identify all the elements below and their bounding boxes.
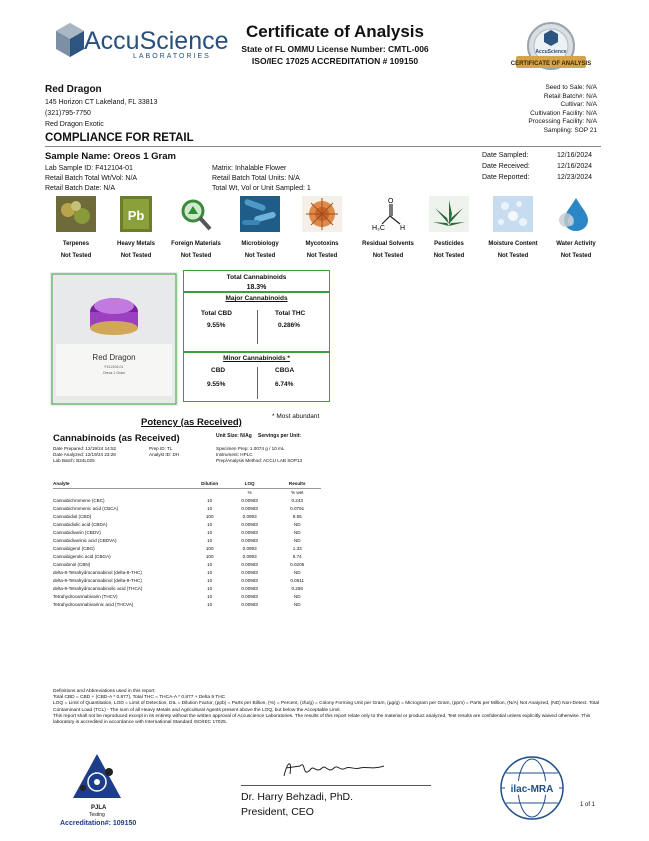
major-cannabinoids-label: Major Cannabinoids (225, 295, 288, 302)
cell-analyte: Cannabigerol (CBG) (53, 546, 95, 551)
accreditation-number: ISO/IEC 17025 ACCREDITATION # 109150 (251, 56, 419, 66)
lab-batch: Lab Batch: B24L025 (53, 458, 95, 463)
date-prepared: Date Prepared: 12/19/24 14:52 (53, 446, 117, 451)
total-cbd-label: Total CBD (201, 310, 232, 317)
table-row (53, 601, 321, 609)
prep-method: Prep/Analysis Method: ACCU LAB SOP13 (216, 458, 303, 463)
cbd-label: CBD (211, 367, 226, 374)
test-heavy-metals: Pb Heavy Metals Not Tested (105, 196, 167, 259)
document-title: Certificate of Analysis (246, 22, 424, 41)
minor-cannabinoids-label: Minor Cannabinoids * (223, 355, 290, 362)
cell-analyte: delta-9-Tetrahydrocannabinol (delta-9-THC) (53, 578, 142, 583)
cell-analyte: Cannabidivarinic acid (CBDVA) (53, 538, 117, 543)
servings-per-unit: Servings per Unit: (258, 433, 302, 439)
seal-text: CERTIFICATE OF ANALYSIS (510, 61, 592, 67)
total-thc-label: Total THC (275, 310, 306, 317)
table-row (53, 537, 321, 545)
cell-loq: 0.00993 (241, 562, 258, 567)
cell-analyte: Tetrahydrocannabivarinic acid (THCVA) (53, 602, 134, 607)
compliance-heading: COMPLIANCE FOR RETAIL (45, 132, 194, 144)
cbd-value: 9.55% (207, 381, 226, 388)
total-cannabinoids-box (183, 270, 330, 292)
cell-analyte: Cannabichromenic acid (CBCA) (53, 506, 119, 511)
logo-subtitle: LABORATORIES (133, 53, 211, 60)
cell-analyte: Cannabinol (CBN) (53, 562, 91, 567)
cell-dilution: 10 (207, 594, 213, 599)
prep-info-left (53, 446, 116, 464)
cell-result: 0.0611 (290, 578, 305, 583)
leaf-icon (429, 196, 469, 232)
cell-analyte: Tetrahydrocannabivarin (THCV) (53, 594, 118, 599)
total-thc-value: 0.286% (278, 322, 301, 329)
terpenes-icon (56, 196, 96, 232)
cultivation-facility: Cultivation Facility: N/A (530, 109, 597, 117)
date-analyzed: Date Analyzed: 12/19/24 23:28 (53, 452, 116, 457)
cell-analyte: Cannabidiolic acid (CBDA) (53, 522, 108, 527)
cell-dilution: 10 (207, 602, 213, 607)
cell-dilution: 100 (205, 546, 214, 551)
date-sampled: 12/16/2024 (557, 152, 593, 159)
cell-loq: 0.0993 (242, 514, 257, 519)
moisture-icon (493, 196, 533, 232)
molecule-icon (368, 196, 408, 232)
test-water-activity: Water Activity Not Tested (545, 196, 607, 259)
cell-dilution: 100 (205, 514, 214, 519)
svg-text:H₃C: H₃C (372, 225, 385, 232)
svg-text:Pb: Pb (127, 208, 145, 223)
cell-dilution: 10 (207, 530, 213, 535)
ilac-text: ilac-MRA (510, 784, 554, 795)
cell-result: 6.74 (292, 554, 302, 559)
table-row (53, 513, 321, 521)
signer-title: President, CEO (241, 806, 314, 818)
svg-text:H: H (400, 225, 406, 232)
test-categories (45, 196, 605, 266)
cell-dilution: 10 (207, 586, 213, 591)
seed-to-sale: Seed to Sale: N/A (545, 84, 597, 91)
table-row (53, 529, 321, 537)
cell-loq: 0.00993 (241, 538, 258, 543)
cell-loq: 0.00993 (241, 570, 258, 575)
processing-facility: Processing Facility: N/A (528, 118, 597, 125)
mycotoxins-icon (302, 196, 342, 232)
table-row (53, 569, 321, 577)
svg-text:O: O (388, 198, 394, 205)
test-moisture-content: Moisture Content Not Tested (482, 196, 544, 259)
water-drop-icon (556, 196, 596, 232)
cell-loq: 0.00993 (241, 506, 258, 511)
total-cannabinoids-label: Total Cannabinoids (226, 274, 287, 281)
cell-analyte: Cannabichromene (CBC) (53, 498, 105, 503)
cell-loq: 0.00993 (241, 602, 258, 607)
right-info (528, 84, 597, 135)
potency-title: Potency (as Received) (141, 417, 242, 428)
instrument: Instrument: HPLC (216, 452, 253, 457)
signature-line (241, 785, 431, 786)
table-row (53, 577, 321, 585)
divider (45, 146, 601, 147)
cell-result: 0.243 (291, 498, 303, 503)
cell-loq: 0.00993 (241, 522, 258, 527)
lab-sample-id: Lab Sample ID: F412104-01 (45, 165, 133, 172)
signer-name: Dr. Harry Behzadi, PhD. (241, 791, 354, 803)
prep-id: Prep ID: TL (149, 446, 173, 451)
cell-loq: 0.0993 (242, 554, 257, 559)
definitions-title: Definitions and Abbreviations used in this report: (53, 689, 156, 694)
table-row (53, 521, 321, 529)
potency-table (53, 480, 321, 609)
date-received: 12/16/2024 (557, 163, 593, 170)
test-microbiology: Microbiology Not Tested (229, 196, 291, 259)
cell-analyte: delta-9-Tetrahydrocannabinolic acid (THCA) (53, 586, 143, 591)
pjla-name: PJLA (91, 805, 107, 811)
client-phone: (321)795-7750 (45, 110, 91, 117)
cell-dilution: 10 (207, 538, 213, 543)
cell-analyte: delta-8-Tetrahydrocannabinol (delta-8-THC) (53, 570, 142, 575)
test-residual-solvents: H₃C O H Residual Solvents Not Tested (362, 198, 414, 259)
test-foreign-materials: Foreign Materials Not Tested (165, 196, 227, 259)
definition-totals: Total CBD = CBD + (CBD-A * 0.877), Total THC = THCA-A * 0.877 + Delta 9 THC (53, 695, 226, 701)
signature-image (280, 756, 390, 782)
date-received-label: Date Received: (482, 163, 530, 170)
microbiology-icon (240, 196, 280, 232)
potency-units-row: % % wet (247, 490, 304, 495)
pjla-sub: Testing (89, 812, 105, 818)
cell-analyte: Cannabigerolic acid (CBGA) (53, 554, 111, 559)
test-terpenes: Terpenes Not Tested (45, 196, 107, 259)
analyst-id: Analyst ID: DH (149, 452, 180, 457)
minor-cannabinoids-box (183, 352, 330, 402)
batch-total-wt: Retail Batch Total Wt/Vol: N/A (45, 175, 138, 182)
license-number: State of FL OMMU License Number: CMTL-006 (241, 44, 429, 54)
cell-dilution: 10 (207, 506, 213, 511)
table-row (53, 505, 321, 513)
batch-units: Retail Batch Total Units: N/A (212, 175, 300, 182)
table-row (53, 593, 321, 601)
prep-info-mid (149, 446, 179, 458)
cell-loq: 0.00993 (241, 530, 258, 535)
cell-result: 1.33 (292, 546, 302, 551)
cell-result: ND (293, 594, 301, 599)
cell-loq: 0.00993 (241, 498, 258, 503)
date-reported: 12/23/2024 (557, 174, 593, 181)
ilac-mra-logo-icon (499, 755, 565, 821)
table-row (53, 553, 321, 561)
test-mycotoxins: Mycotoxins Not Tested (291, 196, 353, 259)
table-row (53, 545, 321, 553)
table-row (53, 561, 321, 569)
prep-info-right (216, 446, 302, 464)
cell-result: 0.0791 (290, 506, 305, 511)
cell-analyte: Cannabidiol (CBD) (53, 514, 92, 519)
unit-size: Unit Size: N/Ag (216, 433, 252, 439)
cell-result: ND (293, 538, 301, 543)
date-reported-label: Date Reported: (482, 174, 530, 181)
specimen-prep: Specimen Prep: 1.0074 g / 10 mL (216, 446, 285, 451)
cell-loq: 0.0993 (242, 546, 257, 551)
matrix: Matrix: Inhalable Flower (212, 165, 287, 172)
accreditation-footer: Accreditation#: 109150 (60, 820, 137, 827)
sample-photo (50, 272, 178, 406)
magnifier-icon (176, 196, 216, 232)
cell-dilution: 100 (205, 554, 214, 559)
client-exotic: Red Dragon Exotic (45, 121, 104, 128)
major-divider (257, 310, 258, 344)
potency-subtitle: Cannabinoids (as Received) (53, 433, 180, 444)
heavy-metals-icon (116, 196, 156, 232)
cell-dilution: 10 (207, 498, 213, 503)
photo-label: Red Dragon (92, 353, 136, 362)
test-pesticides: Pesticides Not Tested (418, 196, 480, 259)
sample-name: Sample Name: Oreos 1 Gram (45, 151, 176, 162)
cell-dilution: 10 (207, 562, 213, 567)
most-abundant-note: * Most abundant (272, 413, 320, 420)
seal-brand: AccuScience (535, 49, 567, 55)
major-cannabinoids-box (183, 292, 330, 352)
definition-abbreviations: LOQ = Limit of Quantitation, LOD = Limit of Detection, DIL = Dilution Factor, (ppb) = Parts per Billion, (%) = Percent, (cfu/g) = Colony Forming Unit per Gram, (µg/g) = Microgram per Gram, (ppm) = Parts per Million, (N/A) Not Analyzed, (ND) Non-Detect. Total Contaminant Load (TCL) - The sum of all Heavy Metals and Agricultural Agents present above the LOQ, but below the Acceptable Limit. (53, 701, 600, 713)
total-cbd-value: 9.55% (207, 322, 226, 329)
cell-loq: 0.00993 (241, 586, 258, 591)
cell-analyte: Cannabidivarin (CBDV) (53, 530, 101, 535)
accuscience-logo-icon (55, 22, 85, 58)
client-address: 145 Horizon CT Lakeland, FL 33813 (45, 99, 158, 106)
logo-name: AccuScience (84, 27, 229, 55)
cbga-label: CBGA (275, 367, 295, 374)
cell-dilution: 10 (207, 570, 213, 575)
cell-loq: 0.00993 (241, 594, 258, 599)
cell-result: ND (293, 602, 301, 607)
disclaimer: This report shall not be reproduced except in its entirety without the written approval of Accuscience Laboratories. The results of this report relate only to the material or product analyzed. Test results are confidential unless explicitly waived otherwise. This laboratory is accredited in accordance with International Standard ISO/IEC 17025. (53, 713, 591, 726)
table-row (53, 585, 321, 593)
batch-date: Retail Batch Date: N/A (45, 185, 116, 192)
table-row (53, 497, 321, 505)
photo-sub2: Oreos 1 Gram (102, 371, 126, 375)
total-wt-sampled: Total Wt, Vol or Unit Sampled: 1 (212, 185, 311, 192)
pjla-logo-icon (69, 752, 125, 804)
cell-dilution: 10 (207, 578, 213, 583)
cell-result: 0.0205 (290, 562, 305, 567)
cbga-value: 6.74% (275, 381, 294, 388)
definitions-block (53, 689, 601, 726)
cell-result: ND (293, 530, 301, 535)
potency-header-row: Analyte Dilution LOQ Results (53, 480, 321, 489)
minor-divider (257, 367, 258, 399)
cell-result: ND (293, 522, 301, 527)
cell-loq: 0.00993 (241, 578, 258, 583)
cell-dilution: 10 (207, 522, 213, 527)
sampling: Sampling: SOP 21 (543, 126, 597, 134)
client-name: Red Dragon (45, 84, 102, 95)
cell-result: 0.256 (291, 586, 303, 591)
date-sampled-label: Date Sampled: (482, 152, 529, 159)
cell-result: ND (293, 570, 301, 575)
total-cannabinoids-value: 18.3% (246, 284, 267, 291)
cell-result: 9.55 (292, 514, 302, 519)
certificate-seal-icon (510, 20, 592, 74)
page-number: 1 of 1 (580, 802, 596, 808)
photo-sub1: F412104-01 (104, 365, 124, 369)
retail-batch: Retail Batch#: N/A (543, 92, 597, 100)
cultivar: Cultivar: N/A (560, 101, 597, 108)
